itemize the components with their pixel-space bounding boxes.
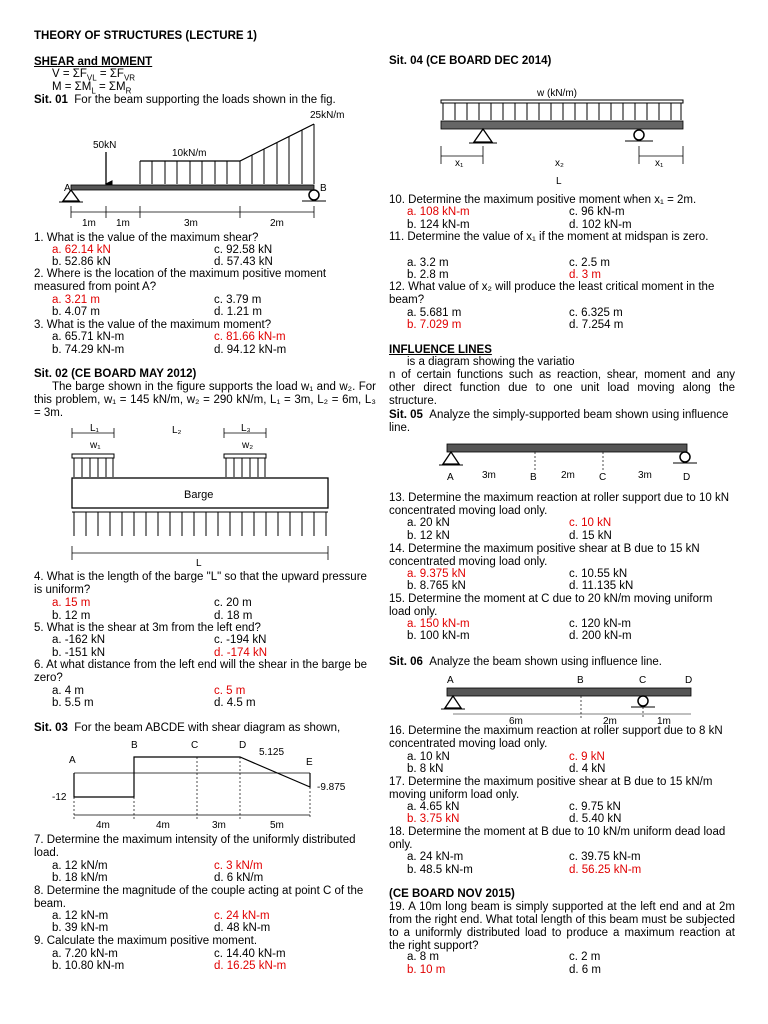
sit06-beam-figure <box>389 672 735 728</box>
q19-choice-a: a. 8 m <box>407 951 439 963</box>
q2-choice-c: c. 3.79 m <box>214 294 262 306</box>
q10-choice-b: b. 124 kN-m <box>407 219 470 231</box>
sd-point-a: A <box>69 755 76 766</box>
influence-line1: is a diagram showing the variatio <box>407 356 575 368</box>
sit04-beam-figure <box>389 84 735 190</box>
q15-choice-c: c. 120 kN-m <box>569 618 631 630</box>
board2015-heading: (CE BOARD NOV 2015) <box>389 888 515 900</box>
load-10kn-label: 10kN/m <box>172 148 207 159</box>
l2-label: L₂ <box>172 425 182 436</box>
q4-choice-b: b. 12 m <box>52 610 91 622</box>
q9-choice-d: d. 16.25 kN-m <box>214 960 287 972</box>
q9-choice-c: c. 14.40 kN-m <box>214 948 286 960</box>
q18-stem: 18. Determine the moment at B due to 10 kN/m uniform dead load only. <box>389 826 726 851</box>
sd-point-b: B <box>131 740 138 751</box>
q16-choice-d: d. 4 kN <box>569 763 606 775</box>
q15-choice-a: a. 150 kN-m <box>407 618 470 630</box>
q1-choice-c: c. 92.58 kN <box>214 244 273 256</box>
q17-choice-a: a. 4.65 kN <box>407 801 460 813</box>
q1-choice-b: b. 52.86 kN <box>52 256 111 268</box>
q19-choice-b: b. 10 m <box>407 964 446 976</box>
influence-line2: n of certain functions such as reaction, shear, moment and any other direct function due to one unit load moving along the structure. <box>389 369 735 407</box>
q2-choice-b: b. 4.07 m <box>52 306 100 318</box>
q6-choice-a: a. 4 m <box>52 685 84 697</box>
q11-choice-d: d. 3 m <box>569 269 601 281</box>
sd-dim-4m-a: 4m <box>96 820 110 831</box>
q16-choice-a: a. 10 kN <box>407 751 450 763</box>
q14-choice-a: a. 9.375 kN <box>407 568 466 580</box>
q8-choice-c: c. 24 kN-m <box>214 910 270 922</box>
dim-1m-a: 1m <box>82 218 96 229</box>
dim-1m-b: 1m <box>116 218 130 229</box>
q13-choice-b: b. 12 kN <box>407 530 450 542</box>
sd-point-e: E <box>306 757 313 768</box>
dim-3m: 3m <box>184 218 198 229</box>
l3-label: L₃ <box>241 423 251 434</box>
q9-choice-b: b. 10.80 kN-m <box>52 960 125 972</box>
sit04-l: L <box>556 176 562 187</box>
q5-stem: 5. What is the shear at 3m from the left end? <box>34 622 261 634</box>
sit06-point-a: A <box>447 675 454 686</box>
q16-choice-b: b. 8 kN <box>407 763 444 775</box>
q18-choice-d: d. 56.25 kN-m <box>569 864 642 876</box>
q15-choice-b: b. 100 kN-m <box>407 630 470 642</box>
q3-stem: 3. What is the value of the maximum moment? <box>34 319 272 331</box>
q3-choice-b: b. 74.29 kN-m <box>52 344 125 356</box>
q12-choice-b: b. 7.029 m <box>407 319 462 331</box>
q7-choice-a: a. 12 kN/m <box>52 860 108 872</box>
sit01-beam-figure <box>34 104 374 232</box>
sit05-intro: Sit. 05 Analyze the simply-supported beam shown using influence line. <box>389 409 729 434</box>
sit06-intro: Sit. 06 Analyze the beam shown using influence line. <box>389 656 662 668</box>
q10-choice-c: c. 96 kN-m <box>569 206 625 218</box>
q6-choice-b: b. 5.5 m <box>52 697 94 709</box>
sit04-x2: x₂ <box>555 158 564 169</box>
sit02-text: The barge shown in the figure supports the load w₁ and w₂. For this problem, w₁ = 145 kN/m, w₂ = 290 kN/m, L₁ = 3m, L₂ = 6m, L₃ = 3m. <box>34 381 376 419</box>
sit05-dim-2m: 2m <box>561 470 575 481</box>
sit05-dim-3m-b: 3m <box>638 470 652 481</box>
sit06-point-c: C <box>639 675 647 686</box>
q12-choice-c: c. 6.325 m <box>569 307 623 319</box>
q12-choice-d: d. 7.254 m <box>569 319 624 331</box>
q4-choice-c: c. 20 m <box>214 597 252 609</box>
sd-dim-3m: 3m <box>212 820 226 831</box>
sit06-dim-2m: 2m <box>603 716 617 727</box>
q19-stem: 19. A 10m long beam is simply supported at the left end and at 2m from the right end. What total length of this beam must be subjected to a uniformly distributed load to produce a maximum reaction at the right support? <box>389 901 735 952</box>
influence-heading: INFLUENCE LINES <box>389 344 492 356</box>
q6-choice-d: d. 4.5 m <box>214 697 256 709</box>
q10-stem: 10. Determine the maximum positive moment when x₁ = 2m. <box>389 194 697 206</box>
sd-point-d: D <box>239 740 247 751</box>
q15-stem: 15. Determine the moment at C due to 20 kN/m moving uniform load only. <box>389 593 713 618</box>
sit03-intro: Sit. 03 For the beam ABCDE with shear diagram as shown, <box>34 722 341 734</box>
q1-choice-a: a. 62.14 kN <box>52 244 111 256</box>
q5-choice-b: b. -151 kN <box>52 647 106 659</box>
point-b-label: B <box>320 183 327 194</box>
l1-label: L₁ <box>90 423 99 434</box>
q7-stem: 7. Determine the maximum intensity of the uniformly distributed load. <box>34 834 356 859</box>
sit04-heading: Sit. 04 (CE BOARD DEC 2014) <box>389 55 552 67</box>
q13-choice-d: d. 15 kN <box>569 530 612 542</box>
q6-stem: 6. At what distance from the left end will the shear in the barge be zero? <box>34 659 368 684</box>
q16-choice-c: c. 9 kN <box>569 751 605 763</box>
q3-choice-d: d. 94.12 kN-m <box>214 344 287 356</box>
formula-moment: $M = \Sigma M_L = \Sigma M_R$ <box>52 81 132 96</box>
dim-2m: 2m <box>270 218 284 229</box>
q14-choice-b: b. 8.765 kN <box>407 580 466 592</box>
q2-choice-d: d. 1.21 m <box>214 306 262 318</box>
q13-choice-c: c. 10 kN <box>569 517 612 529</box>
q3-choice-c: c. 81.66 kN-m <box>214 331 286 343</box>
w1-label: w₁ <box>90 440 101 451</box>
q5-choice-c: c. -194 kN <box>214 634 267 646</box>
sd-value-neg9875: -9.875 <box>317 782 346 793</box>
load-25kn-label: 25kN/m <box>310 110 345 121</box>
w2-label: w₂ <box>242 440 254 451</box>
q18-choice-b: b. 48.5 kN-m <box>407 864 473 876</box>
sit05-point-a: A <box>447 472 454 483</box>
sit05-point-d: D <box>683 472 691 483</box>
q19-choice-c: c. 2 m <box>569 951 601 963</box>
q6-choice-c: c. 5 m <box>214 685 246 697</box>
q11-choice-c: c. 2.5 m <box>569 257 610 269</box>
q13-choice-a: a. 20 kN <box>407 517 450 529</box>
sit06-point-b: B <box>577 675 584 686</box>
q3-choice-a: a. 65.71 kN-m <box>52 331 125 343</box>
sit05-beam-figure <box>389 440 735 486</box>
barge-label: Barge <box>184 489 214 501</box>
sit02-barge-figure <box>34 420 374 570</box>
sit01-intro: Sit. 01 For the beam supporting the loads shown in the fig. <box>34 94 336 106</box>
sit06-dim-1m: 1m <box>657 716 671 727</box>
q9-choice-a: a. 7.20 kN-m <box>52 948 118 960</box>
q11-choice-a: a. 3.2 m <box>407 257 449 269</box>
q11-stem: 11. Determine the value of x₁ if the moment at midspan is zero. <box>389 231 709 243</box>
q2-choice-a: a. 3.21 m <box>52 294 100 306</box>
q12-choice-a: a. 5.681 m <box>407 307 462 319</box>
page-title: THEORY OF STRUCTURES (LECTURE 1) <box>34 30 257 42</box>
q17-choice-d: d. 5.40 kN <box>569 813 622 825</box>
sd-point-c: C <box>191 740 199 751</box>
sit02-heading: Sit. 02 (CE BOARD MAY 2012) <box>34 368 197 380</box>
sit04-w-label: w (kN/m) <box>537 88 577 99</box>
sit05-point-c: C <box>599 472 607 483</box>
sd-value-5125: 5.125 <box>259 747 285 758</box>
sit03-shear-diagram <box>34 735 374 831</box>
shear-moment-heading: SHEAR and MOMENT <box>34 56 153 68</box>
q4-choice-a: a. 15 m <box>52 597 91 609</box>
q5-choice-a: a. -162 kN <box>52 634 106 646</box>
q8-choice-b: b. 39 kN-m <box>52 922 109 934</box>
sd-dim-5m: 5m <box>270 820 284 831</box>
sit06-dim-6m: 6m <box>509 716 523 727</box>
q13-stem: 13. Determine the maximum reaction at roller support due to 10 kN concentrated moving load only. <box>389 492 730 517</box>
sit06-point-d: D <box>685 675 693 686</box>
q19-choice-d: d. 6 m <box>569 964 601 976</box>
q7-choice-c: c. 3 kN/m <box>214 860 263 872</box>
l-label: L <box>196 558 202 569</box>
q15-choice-d: d. 200 kN-m <box>569 630 632 642</box>
q8-choice-d: d. 48 kN-m <box>214 922 271 934</box>
q5-choice-d: d. -174 kN <box>214 647 268 659</box>
q17-stem: 17. Determine the maximum positive shear at B due to 15 kN/m moving uniform load only. <box>389 776 713 801</box>
q14-choice-c: c. 10.55 kN <box>569 568 628 580</box>
q8-stem: 8. Determine the magnitude of the couple acting at point C of the beam. <box>34 885 364 910</box>
formula-shear: $V = \Sigma F_{VL} = \Sigma F_{VR}$ <box>52 68 136 83</box>
q18-choice-c: c. 39.75 kN-m <box>569 851 641 863</box>
q1-choice-d: d. 57.43 kN <box>214 256 273 268</box>
q7-choice-d: d. 6 kN/m <box>214 872 264 884</box>
q14-choice-d: d. 11.135 kN <box>569 580 634 592</box>
q17-choice-b: b. 3.75 kN <box>407 813 460 825</box>
sit04-x1-right: x₁ <box>655 158 664 169</box>
q14-stem: 14. Determine the maximum positive shear at B due to 15 kN concentrated moving load only. <box>389 543 700 568</box>
q9-stem: 9. Calculate the maximum positive moment. <box>34 935 258 947</box>
q2-stem: 2. Where is the location of the maximum positive moment measured from point A? <box>34 268 327 293</box>
q10-choice-a: a. 108 kN-m <box>407 206 470 218</box>
sit05-dim-3m-a: 3m <box>482 470 496 481</box>
q18-choice-a: a. 24 kN-m <box>407 851 464 863</box>
q10-choice-d: d. 102 kN-m <box>569 219 632 231</box>
q11-choice-b: b. 2.8 m <box>407 269 449 281</box>
q8-choice-a: a. 12 kN-m <box>52 910 109 922</box>
load-50kn-label: 50kN <box>93 140 117 151</box>
q4-stem: 4. What is the length of the barge "L" so that the upward pressure is uniform? <box>34 571 367 596</box>
sit04-x1-left: x₁ <box>455 158 464 169</box>
sd-value-neg12: -12 <box>52 792 67 803</box>
q12-stem: 12. What value of x₂ will produce the least critical moment in the beam? <box>389 281 715 306</box>
point-a-label: A <box>64 183 71 194</box>
sd-dim-4m-b: 4m <box>156 820 170 831</box>
q4-choice-d: d. 18 m <box>214 610 253 622</box>
q7-choice-b: b. 18 kN/m <box>52 872 108 884</box>
q16-stem: 16. Determine the maximum reaction at roller support due to 8 kN concentrated moving load only. <box>389 725 723 750</box>
sit05-point-b: B <box>530 472 537 483</box>
q1-stem: 1. What is the value of the maximum shear? <box>34 232 259 244</box>
q17-choice-c: c. 9.75 kN <box>569 801 621 813</box>
